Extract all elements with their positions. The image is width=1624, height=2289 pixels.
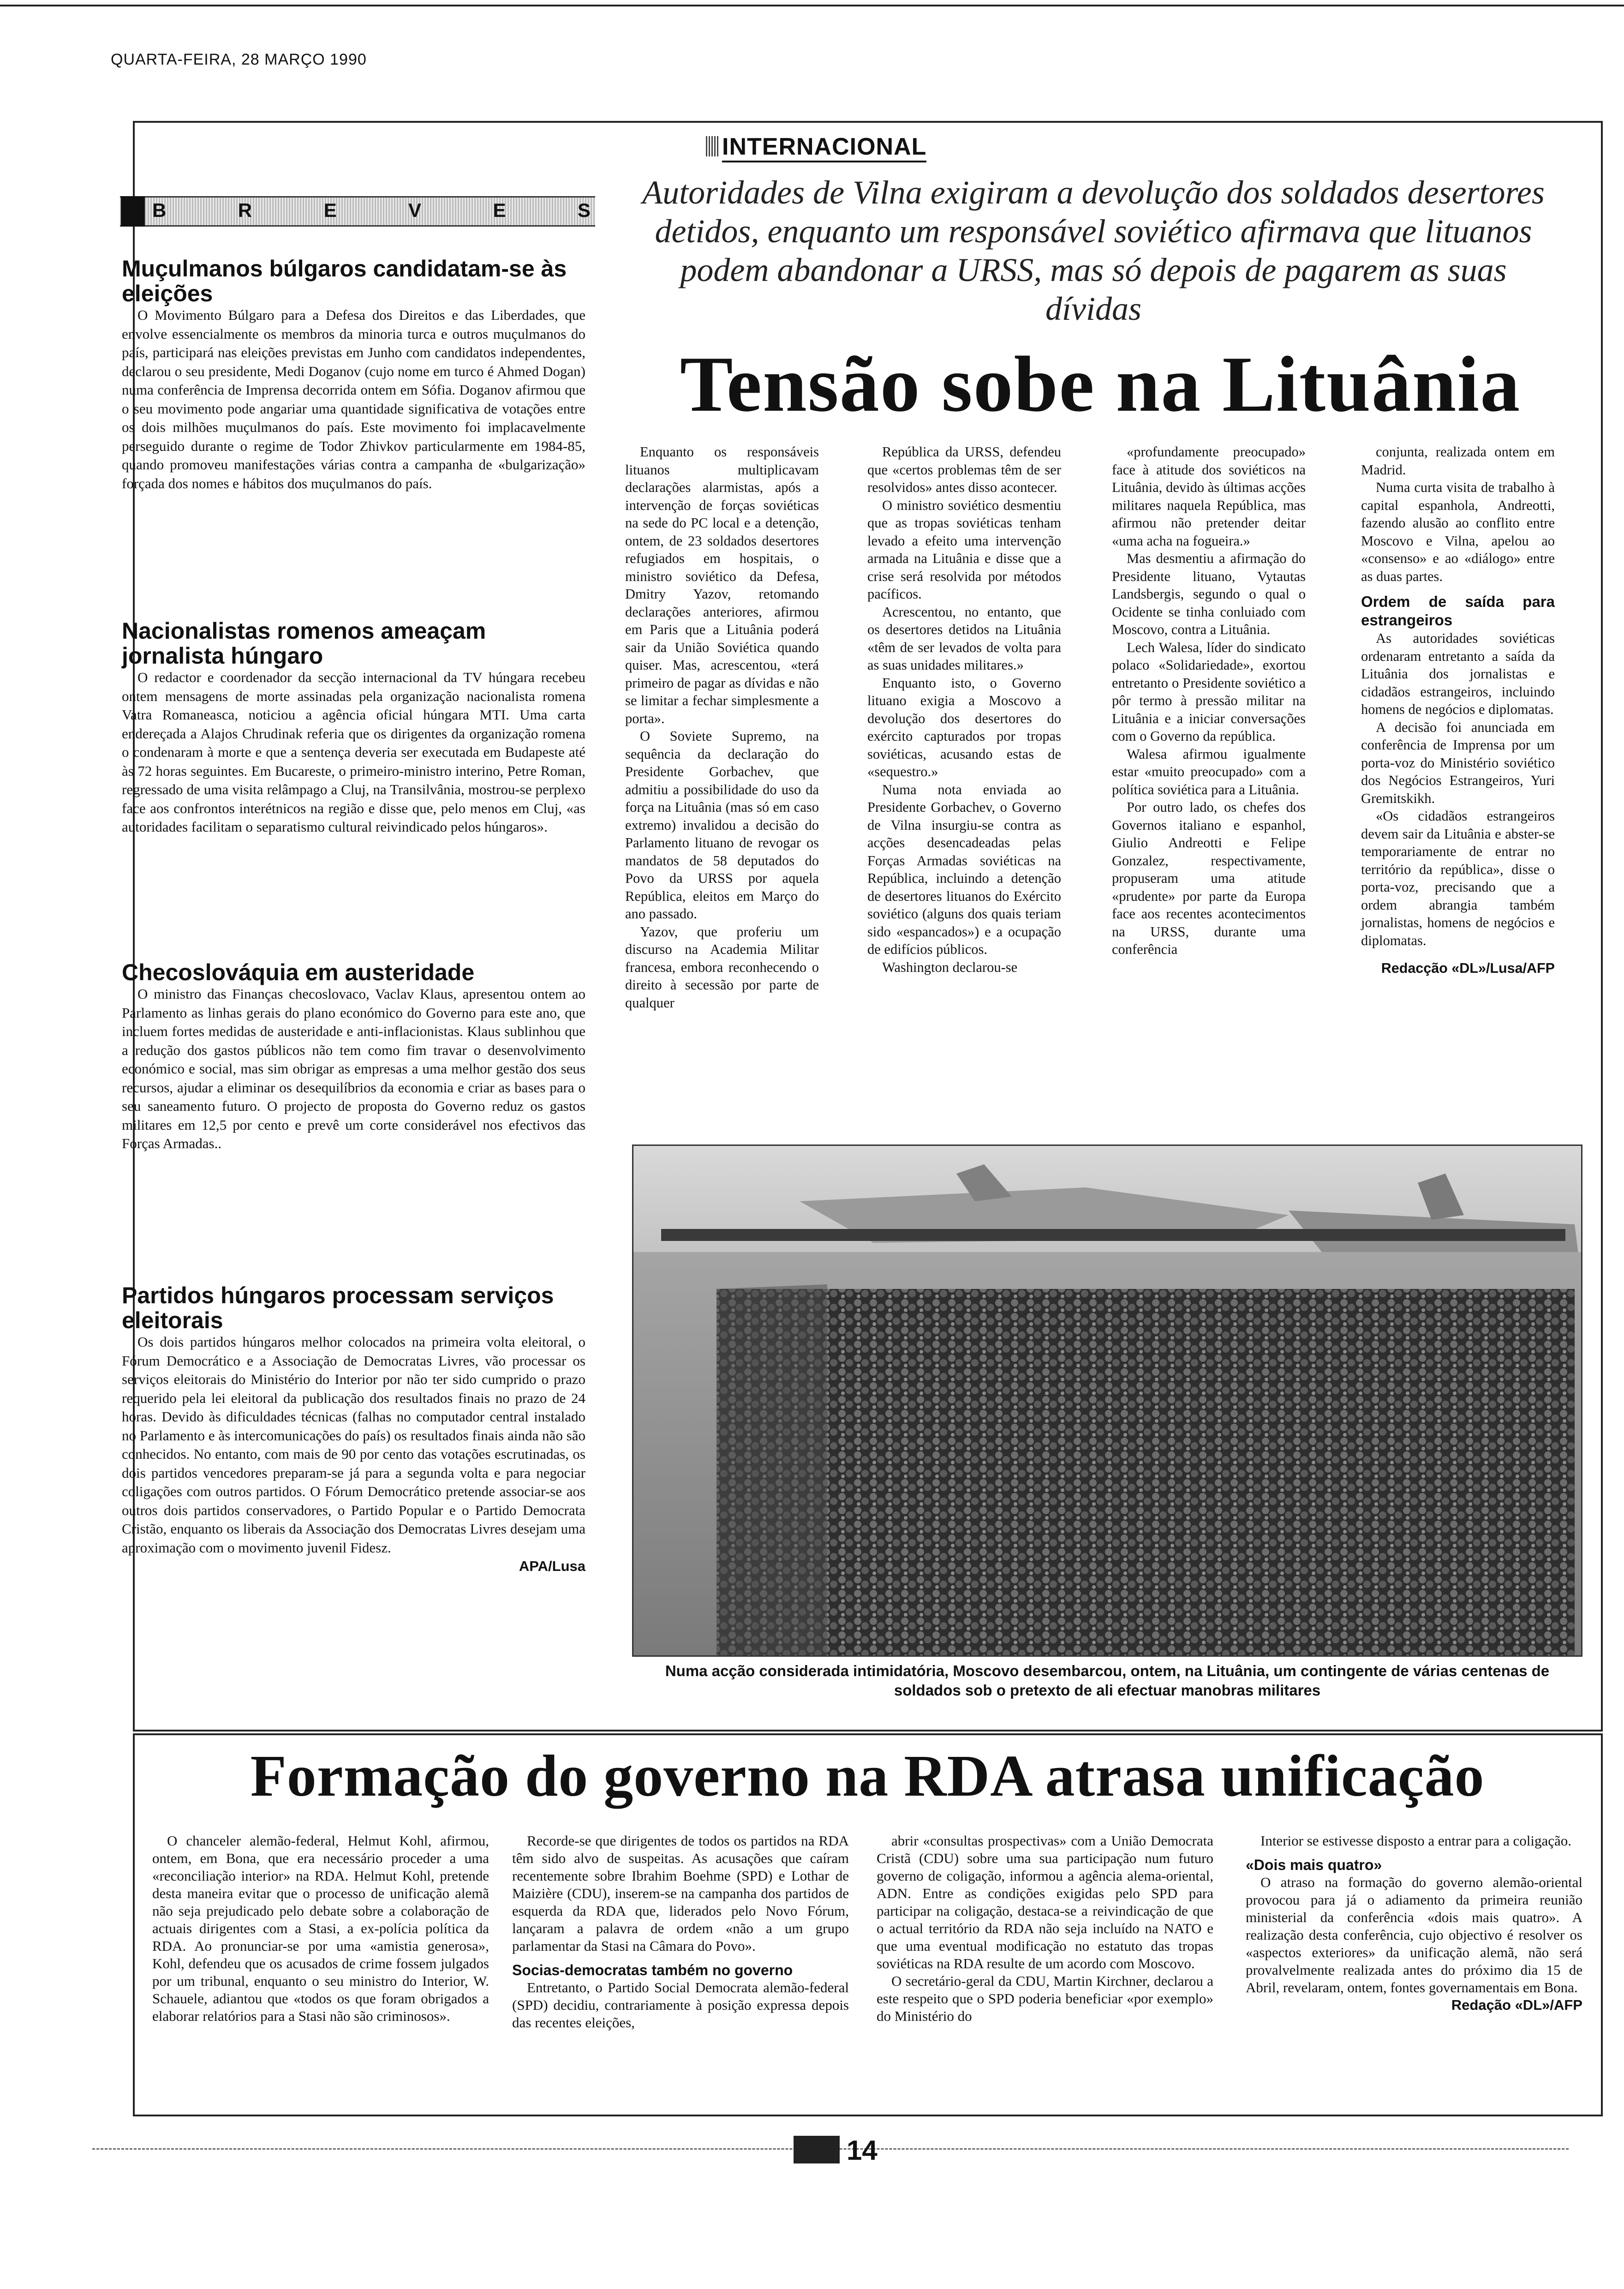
rda-column-4 (1246, 1832, 1582, 2014)
brief-body: O redactor e coordenador da secção internacional da TV húngara recebeu ontem mensagens de morte assinadas pela organização nacionalista romena Vatra Romaneasca, noticiou a agência oficial húngara MTI. Uma carta endereçada a Alajos Chrudinak referia que os dirigentes da organização romena o condenaram à morte e que a sentença deveria ser executada em Budapeste até às 72 horas seguintes. Em Bucareste, o primeiro-ministro interino, Petre Roman, regressado de uma visita relâmpago a Cluj, na Transilvânia, mostrou-se perplexo face aos confrontos interétnicos na região e disse que, pelo menos em Cluj, «as autoridades facilitam o separatismo cultural reivindicado pelos húngaros». (122, 669, 585, 835)
story-column-3 (1112, 443, 1306, 959)
brief-body: Os dois partidos húngaros melhor colocados na primeira volta eleitoral, o Fórum Democrático e a Associação de Democratas Livres, vão processar os serviços eleitorais do Ministério do Interior por não ter sido cumprido o prazo requerido pela lei eleitoral da publicação dos resultados finais no prazo de 24 horas. Devido às dificuldades técnicas (falhas no computador central instalado no Parlamento e às intercomunicações do país) os resultados finais ainda não são conhecidos. No entanto, com mais de 90 por cento das votações escrutinadas, os dois partidos vencedores preparam-se já para a segunda volta e para negociar coligações com outros partidos. O Fórum Democrático pretende associar-se aos outros dois partidos conservadores, o Partido Popular e o Partido Democrata Cristão, enquanto os liberais da Associação dos Democratas Livres desejam uma aproximação com o movimento juvenil Fidesz. (122, 1334, 585, 1556)
paragraph: Acrescentou, no entanto, que os desertores detidos na Lituânia «têm de ser levados de volta para as suas unidades militares.» (867, 604, 1061, 673)
page-number: 14 (847, 2135, 878, 2166)
paragraph: Por outro lado, os chefes dos Governos italiano e espanhol, Giulio Andreotti e Felipe Gonzalez, respectivamente, propuseram uma atitude «prudente» por parte da Europa face aos recentes acontecimentos na URSS, durante uma conferência (1112, 799, 1306, 957)
section-marker-icon (706, 136, 720, 156)
paragraph: O atraso na formação do governo alemão-oriental provocou para já o adiamento da primeira reunião ministerial da conferência «dois mais quatro». A realização desta conferência, cujo objectivo é resolver os «aspectos exteriores» da unificação alemã, não será provalvelmente realizada antes do próximo dia 15 de Abril, revelaram, ontem, fontes governamentais em Bona. (1246, 1874, 1582, 1995)
brief-czechoslovakia (122, 960, 585, 1153)
news-photo (632, 1144, 1582, 1657)
story-headline: Tensão sobe na Lituânia (680, 341, 1521, 428)
rda-headline: Formação do governo na RDA atrasa unificação (250, 1743, 1485, 1809)
section-kicker: INTERNACIONAL (722, 133, 926, 162)
paragraph: A decisão foi anunciada em conferência de Imprensa por um porta-voz do Ministério soviético dos Negócios Estrangeiros, Yuri Gremitskikh. (1361, 719, 1555, 806)
photo-caption: Numa acção considerada intimidatória, Moscovo desembarcou, ontem, na Lituânia, um contingente de várias centenas de soldados sob o pretexto de ali efectuar manobras militares (665, 1662, 1550, 1699)
rda-column-2 (512, 1832, 849, 2031)
breves-letter: S (577, 199, 591, 221)
paragraph: Interior se estivesse disposto a entrar para a coligação. (1260, 1833, 1571, 1849)
story-column-2 (867, 443, 1061, 976)
brief-hungary (122, 1283, 585, 1576)
paragraph: O secretário-geral da CDU, Martin Kirchner, declarou a este respeito que o SPD poderia beneficiar «por exemplo» do Ministério do (877, 1973, 1213, 2024)
paragraph: Mas desmentiu a afirmação do Presidente lituano, Vytautas Landsbergis, segundo o qual o Ocidente se tinha conluiado com Moscovo, contra a Lituânia. (1112, 551, 1306, 637)
rda-column-1 (152, 1832, 489, 2025)
brief-romania (122, 618, 585, 837)
paragraph: abrir «consultas prospectivas» com a União Democrata Cristã (CDU) sobre uma sua participação num futuro governo de coligação, informou a agência alema-oriental, ADN. Entre as condições exigidas pelo SPD para participar na coligação, destaca-se a reivindicação de que o actual território da RDA não seja incluído na NATO e que uma eventual modificação no estatuto das tropas soviéticas na RDA resulte de um acordo com Moscovo. (877, 1833, 1213, 1971)
story-credit: Redacção «DL»/Lusa/AFP (1381, 960, 1555, 976)
breves-letter: R (238, 199, 252, 221)
paragraph: As autoridades soviéticas ordenaram entretanto a saída da Lituânia dos jornalistas e cidadãos estrangeiros, incluindo homens de negócios e diplomatas. (1361, 630, 1555, 717)
subheading: «Dois mais quatro» (1246, 1857, 1382, 1873)
paragraph: O ministro soviético desmentiu que as tropas soviéticas tenham levado a efeito uma intervenção armada na Lituânia e disse que a crise será resolvida por métodos pacíficos. (867, 497, 1061, 602)
subheading: Ordem de saída para estrangeiros (1361, 593, 1555, 629)
scan-top-border (0, 0, 1624, 6)
breves-letter: V (408, 199, 422, 221)
soldiers-photo-image (633, 1146, 1582, 1657)
paragraph: Numa curta visita de trabalho à capital espanhola, Andreotti, fazendo alusão ao conflito entre Moscovo e Vilna, apelou ao «consenso» e ao «diálogo» entre as duas partes. (1361, 479, 1555, 584)
paragraph: conjunta, realizada ontem em Madrid. (1361, 444, 1555, 478)
brief-title: Nacionalistas romenos ameaçam jornalista húngaro (122, 618, 486, 669)
paragraph: Enquanto os responsáveis lituanos multiplicavam declarações alarmistas, após a intervenção de forças soviéticas na sede do PC local e a detenção, ontem, de 23 soldados desertores refugiados em hospitais, o ministro soviético da Defesa, Dmitry Yazov, retomando declarações anteriores, afirmou em Paris que a Lituânia poderá sair da União Soviética quando quiser. Mas, acrescentou, «terá primeiro de pagar as dívidas e não se limitar a fechar simplesmente a porta». (625, 444, 819, 726)
paragraph: Lech Walesa, líder do sindicato polaco «Solidariedade», exortou entretanto o Presidente soviético a pôr termo à pressão militar na Lituânia e a iniciar conversações com o Governo da república. (1112, 639, 1306, 744)
breves-letter: E (323, 199, 337, 221)
breves-letter: B (152, 199, 167, 221)
breves-letter: E (493, 199, 506, 221)
breves-square-icon (121, 196, 145, 227)
subheading: Socias-democratas também no governo (512, 1962, 793, 1978)
paragraph: Walesa afirmou igualmente estar «muito preocupado» com a política soviética para a Lituânia. (1112, 746, 1306, 797)
rda-column-3 (877, 1832, 1213, 2025)
paragraph: O Soviete Supremo, na sequência da declaração do Presidente Gorbachev, que admitiu a possibilidade do uso da força na Lituânia (mas só em caso extremo) invalidou a decisão do Parlamento lituano de revogar os mandatos de 58 deputados do Povo da URSS por aquela República, eleitos em Março do ano passado. (625, 728, 819, 922)
paragraph: Washington declarou-se (882, 959, 1018, 975)
paragraph: Enquanto isto, o Governo lituano exigia a Moscovo a devolução dos desertores do exército capturados por tropas soviéticas, acusando estas de «sequestro.» (867, 675, 1061, 779)
paragraph: Numa nota enviada ao Presidente Gorbachev, o Governo de Vilna insurgiu-se contra as acções desencadeadas pelas Forças Armadas soviéticas na República, incluindo a detenção de desertores lituanos do Exército soviético (alguns dos quais teriam sido «espancados») e a ocupação de edifícios públicos. (867, 781, 1061, 957)
brief-body: O Movimento Búlgaro para a Defesa dos Direitos e das Liberdades, que envolve essencialmente os membros da minoria turca e outros muçulmanos do país, participará nas eleições previstas em Junho com candidatos independentes, declarou o seu presidente, Medi Doganov (cujo nome em turco é Ahmed Dogan) numa conferência de Imprensa decorrida ontem em Sófia. Doganov afirmou que o seu movimento pode angariar uma quantidade significativa de votações entre os dois milhões muçulmanos do país. Este movimento foi implacavelmente perseguido durante o regime de Todor Zhivkov particularmente em 1984-85, quando promoveu manifestações várias contra a campanha de «bulgarização» forçada dos nomes e hábitos dos muçulmanos do país. (122, 307, 585, 491)
paragraph: Entretanto, o Partido Social Democrata alemão-federal (SPD) decidiu, contrariamente à posição expressa depois das recentes eleições, (512, 1979, 849, 2031)
brief-bulgaria (122, 256, 585, 493)
story-deck: Autoridades de Vilna exigiram a devolução dos soldados desertores detidos, enquanto um responsável soviético afirmava que lituanos podem abandonar a URSS, mas só depois de pagarem as suas dívidas (642, 174, 1545, 327)
paragraph: «Os cidadãos estrangeiros devem sair da Lituânia e abster-se temporariamente de entrar no território da república», disse o porta-voz, precisando que a ordem abrangia também jornalistas, homens de negócios e diplomatas. (1361, 808, 1555, 948)
brief-title: Muçulmanos búlgaros candidatam-se às eleições (122, 256, 567, 306)
paragraph: «profundamente preocupado» face à atitude dos soviéticos na Lituânia, devido às últimas acções militares naquela República, mas afirmou não pretender deitar «uma acha na fogueira.» (1112, 444, 1306, 549)
brief-body: O ministro das Finanças checoslovaco, Vaclav Klaus, apresentou ontem ao Parlamento as linhas gerais do plano económico do Governo para este ano, que incluem fortes medidas de austeridade e anti-inflacionistas. Klaus sublinhou que a redução dos gastos públicos não tem como fim travar o desenvolvimento económico e social, mas sim obrigar as empresas a uma melhor gestão dos seus recursos, ajudar a eliminar os desequilíbrios da economia e criar as bases para o seu saneamento futuro. O projecto de proposta do Governo reduz os gastos militares em 12,5 por cento e prevê um corte considerável nos efectivos das Forças Armadas.. (122, 986, 585, 1151)
paragraph: O chanceler alemão-federal, Helmut Kohl, afirmou, ontem, em Bona, que era necessário proceder a uma «reconciliação interior» na RDA. Helmut Kohl, pretende desta maneira evitar que o processo de unificação alemã não seja prejudicado pelo debate sobre a colaboração de actuais dirigentes com a Stasi, a ex-polícia política da RDA. Ao pronunciar-se por uma «amistia generosa», Kohl, defendeu que os acusados de crime fossem julgados por um tribunal, enquanto o seu ministro do Interior, W. Schauele, adiantou que «todos os que foram obrigados a elaborar relatórios para a Stasi não são criminosos». (152, 1833, 489, 2024)
paragraph: Yazov, que proferiu um discurso na Academia Militar francesa, embora reconhecendo o direito à secessão por parte de qualquer (625, 923, 819, 1011)
dl-logo-icon (794, 2136, 840, 2163)
dateline: QUARTA-FEIRA, 28 MARÇO 1990 (111, 51, 367, 68)
brief-title: Partidos húngaros processam serviços eleitorais (122, 1282, 554, 1333)
story-column-1 (625, 443, 819, 1012)
paragraph: Recorde-se que dirigentes de todos os partidos na RDA têm sido alvo de suspeitas. As acusações que caíram recentemente sobre Ibrahim Boehme (SPD) e Lothar de Maizière (CDU), inserem-se na campanha dos partidos de esquerda da RDA que, liderados pelo Novo Fórum, lançaram a palavra de ordem «não a um grupo parlamentar da Stasi na Câmara do Povo». (512, 1833, 849, 1954)
brief-title: Checoslováquia em austeridade (122, 959, 475, 985)
story-column-4 (1361, 443, 1555, 977)
rda-credit: Redação «DL»/AFP (1451, 1997, 1582, 2013)
paragraph: República da URSS, defendeu que «certos problemas têm de ser resolvidos» antes disso acontecer. (867, 444, 1061, 495)
brief-credit: APA/Lusa (519, 1558, 585, 1574)
breves-label (152, 199, 591, 222)
